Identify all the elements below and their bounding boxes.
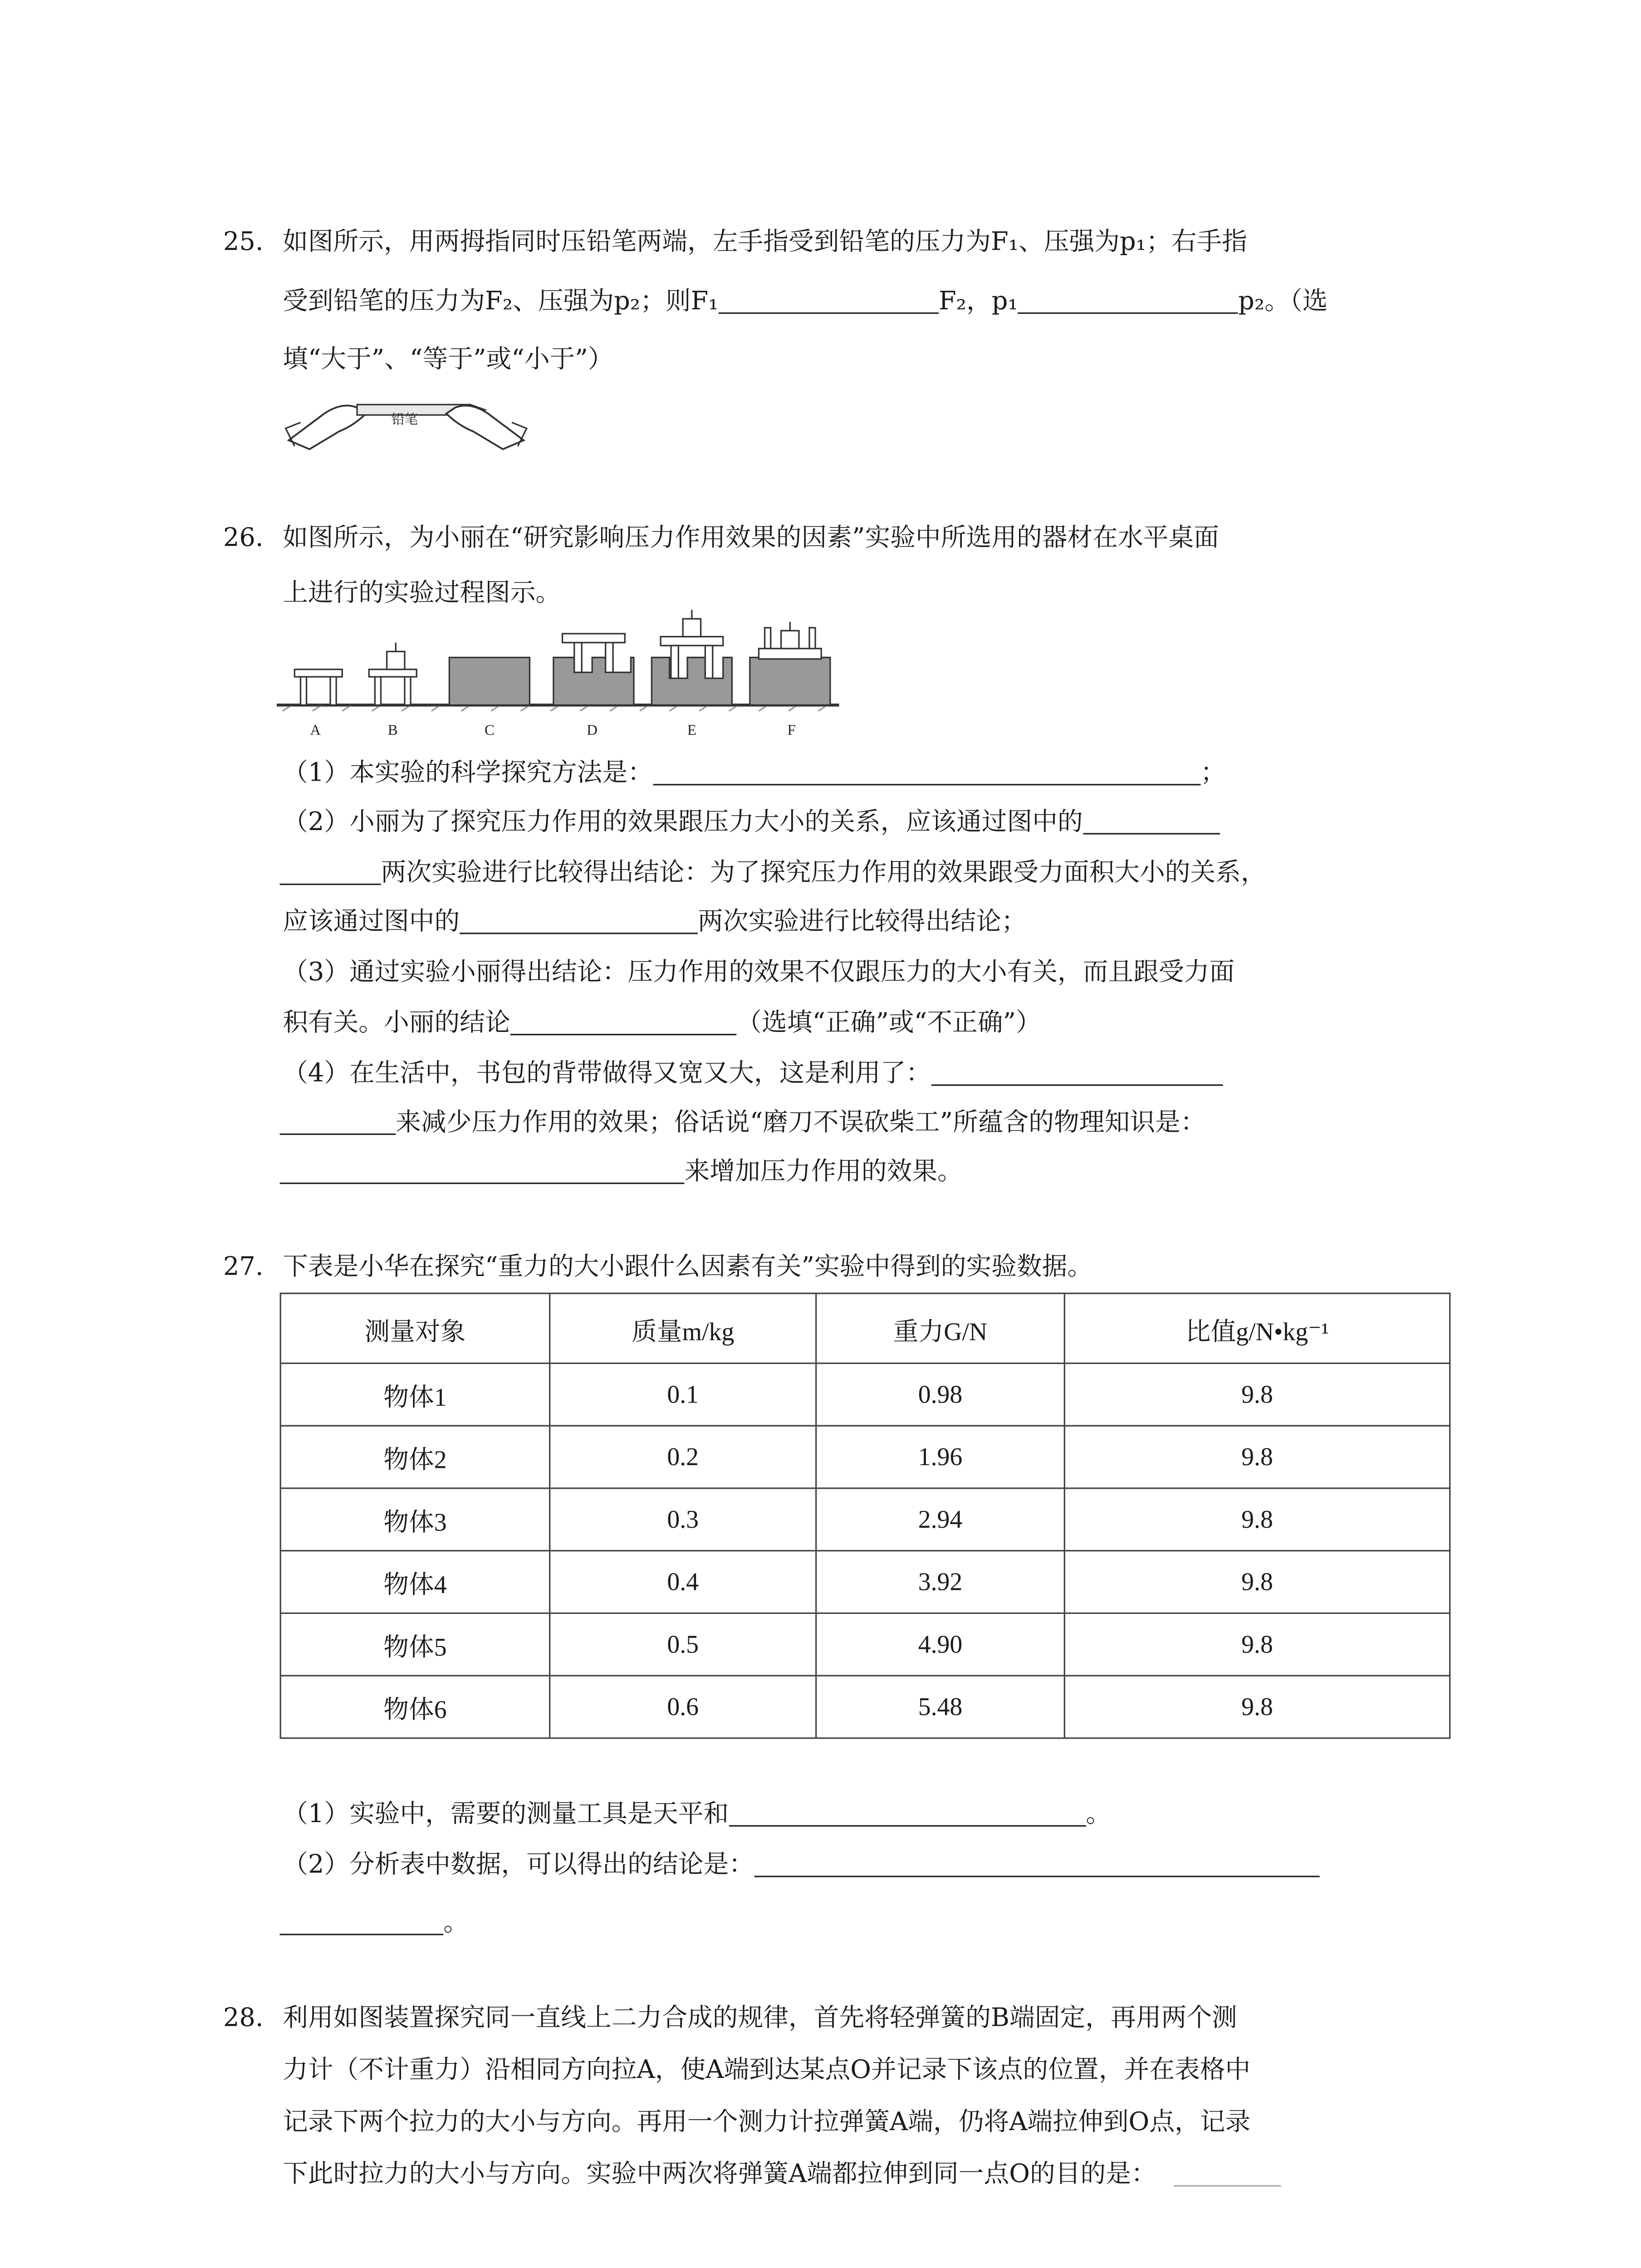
q28-line4 xyxy=(283,2158,1281,2191)
q25-number: 25. xyxy=(223,227,264,258)
table-cell: 0.98 xyxy=(816,1363,1065,1426)
table-cell: 物体4 xyxy=(280,1551,550,1613)
q25-line1: 如图所示，用两拇指同时压铅笔两端，左手指受到铅笔的压力为F₁、压强为p₁；右手指 xyxy=(283,227,1248,258)
table-header: 重力G/N xyxy=(816,1293,1065,1363)
table-row xyxy=(280,1363,1450,1426)
q26-sub4-line3 xyxy=(280,1156,963,1188)
table-cell: 1.96 xyxy=(816,1426,1065,1488)
figure-label-e: E xyxy=(687,722,696,738)
pencil-label: 铅笔 xyxy=(391,411,418,427)
table-cell: 0.4 xyxy=(550,1551,816,1613)
table-cell: 9.8 xyxy=(1064,1676,1450,1738)
q26-blank-bag-b[interactable] xyxy=(280,1107,396,1135)
table-cell: 9.8 xyxy=(1064,1488,1450,1551)
table-cell: 9.8 xyxy=(1064,1551,1450,1613)
q25-line2 xyxy=(283,286,1328,318)
table-row xyxy=(280,1426,1450,1488)
table-header-row xyxy=(280,1293,1450,1363)
q26-sub4-text-b: 来减少压力作用的效果；俗话说“磨刀不误砍柴工”所蕴含的物理知识是： xyxy=(396,1108,1206,1138)
q26-sub4-text-c: 来增加压力作用的效果。 xyxy=(684,1157,963,1187)
q26-sub1 xyxy=(283,757,1226,790)
table-cell: 物体5 xyxy=(280,1613,550,1676)
q28-line1: 利用如图装置探究同一直线上二力合成的规律，首先将轻弹簧的B端固定，再用两个测 xyxy=(283,2004,1237,2033)
table-cell: 4.90 xyxy=(816,1613,1065,1676)
q25-line2-part-b: F₂，p₁ xyxy=(938,287,1018,317)
table-cell: 0.1 xyxy=(550,1363,816,1426)
table-cell: 0.6 xyxy=(550,1676,816,1738)
q26-sub3-line1: （3）通过实验小丽得出结论：压力作用的效果不仅跟压力的大小有关，而且跟受力面 xyxy=(283,958,1235,988)
q26-blank-pressure-a[interactable] xyxy=(1083,806,1220,834)
q26-sub1-text: （1）本实验的科学探究方法是： xyxy=(283,758,653,789)
q25-blank-p[interactable] xyxy=(1018,286,1238,314)
q27-line1: 下表是小华在探究“重力的大小跟什么因素有关”实验中得到的实验数据。 xyxy=(283,1252,1093,1282)
q25-blank-f[interactable] xyxy=(719,286,939,314)
q27-blank-conclusion-a[interactable] xyxy=(754,1849,1319,1877)
q26-sub3-line2 xyxy=(283,1007,1041,1040)
q26-sub2-line1 xyxy=(283,806,1220,839)
q27-sub1-end: 。 xyxy=(1086,1799,1112,1830)
q26-number: 26. xyxy=(223,523,264,553)
table-cell: 0.2 xyxy=(550,1426,816,1488)
table-row xyxy=(280,1551,1450,1613)
table-cell: 物体1 xyxy=(280,1363,550,1426)
q26-sub2-line2 xyxy=(280,857,1266,890)
q27-sub1 xyxy=(283,1799,1111,1831)
q28-line3: 记录下两个拉力的大小与方向。再用一个测力计拉弹簧A端，仍将A端拉伸到O点，记录 xyxy=(283,2107,1251,2138)
table-cell: 5.48 xyxy=(816,1676,1065,1738)
table-row xyxy=(280,1488,1450,1551)
q25-line2-part-c: p₂。（选 xyxy=(1238,287,1328,317)
table-header: 测量对象 xyxy=(280,1293,550,1363)
q26-line1: 如图所示，为小丽在“研究影响压力作用效果的因素”实验中所选用的器材在水平桌面 xyxy=(283,523,1220,553)
q26-blank-bag-a[interactable] xyxy=(931,1058,1223,1086)
q26-sub2-text-b: 两次实验进行比较得出结论：为了探究压力作用的效果跟受力面积大小的关系， xyxy=(381,858,1266,888)
q27-sub2-end: 。 xyxy=(443,1908,469,1938)
q26-sub2-text-a: （2）小丽为了探究压力作用的效果跟压力大小的关系，应该通过图中的 xyxy=(283,807,1083,838)
pencil-hands-figure xyxy=(280,381,533,452)
q27-sub2-text: （2）分析表中数据，可以得出的结论是： xyxy=(283,1850,754,1881)
q27-sub2-line2 xyxy=(280,1907,469,1940)
q28-number: 28. xyxy=(223,2004,264,2033)
table-cell: 物体3 xyxy=(280,1488,550,1551)
figure-label-f: F xyxy=(787,722,796,738)
figure-label-c: C xyxy=(484,722,495,738)
table-cell: 2.94 xyxy=(816,1488,1065,1551)
gravity-data-table xyxy=(280,1293,1451,1739)
q26-sub3-text-b: 积有关。小丽的结论 xyxy=(283,1008,510,1038)
q26-sub3-text-c: （选填“正确”或“不正确”） xyxy=(736,1008,1041,1038)
q26-sub2-text-d: 两次实验进行比较得出结论； xyxy=(697,907,1027,937)
q26-sub2-line3 xyxy=(283,906,1027,938)
table-header: 质量m/kg xyxy=(550,1293,816,1363)
q25-line3: 填“大于”、“等于”或“小于”） xyxy=(283,345,613,375)
q27-sub2-line1 xyxy=(283,1849,1319,1882)
pressure-experiment-figure xyxy=(277,607,842,741)
q27-blank-tool[interactable] xyxy=(729,1799,1086,1827)
q26-blank-area[interactable] xyxy=(460,906,698,934)
q26-line2: 上进行的实验过程图示。 xyxy=(283,578,561,609)
table-row xyxy=(280,1613,1450,1676)
q26-sub1-end: ； xyxy=(1200,758,1226,789)
table-cell: 3.92 xyxy=(816,1551,1065,1613)
q26-sub4-line2 xyxy=(280,1107,1206,1139)
figure-label-a: A xyxy=(310,722,321,738)
q26-blank-knife[interactable] xyxy=(280,1156,685,1184)
table-cell: 物体2 xyxy=(280,1426,550,1488)
table-cell: 9.8 xyxy=(1064,1613,1450,1676)
table-header: 比值g/N•kg⁻¹ xyxy=(1064,1293,1450,1363)
figure-label-b: B xyxy=(387,722,398,738)
q26-sub4-text-a: （4）在生活中，书包的背带做得又宽又大，这是利用了： xyxy=(283,1059,931,1089)
figure-label-d: D xyxy=(587,722,598,738)
table-cell: 9.8 xyxy=(1064,1426,1450,1488)
q27-sub1-text: （1）实验中，需要的测量工具是天平和 xyxy=(283,1799,729,1830)
q28-line2: 力计（不计重力）沿相同方向拉A，使A端到达某点O并记录下该点的位置，并在表格中 xyxy=(283,2055,1251,2086)
q28-line4-text: 下此时拉力的大小与方向。实验中两次将弹簧A端都拉伸到同一点O的目的是： xyxy=(283,2160,1156,2190)
table-cell: 0.5 xyxy=(550,1613,816,1676)
q28-blank-purpose[interactable] xyxy=(1174,2158,1281,2186)
q27-blank-conclusion-b[interactable] xyxy=(280,1907,444,1935)
q26-sub2-text-c: 应该通过图中的 xyxy=(283,907,460,937)
q26-sub4-line1 xyxy=(283,1058,1223,1090)
table-cell: 0.3 xyxy=(550,1488,816,1551)
q26-blank-pressure-b[interactable] xyxy=(280,857,381,885)
q26-blank-correct[interactable] xyxy=(510,1007,736,1035)
q27-number: 27. xyxy=(223,1252,264,1282)
table-cell: 9.8 xyxy=(1064,1363,1450,1426)
q25-line2-part-a: 受到铅笔的压力为F₂、压强为p₂；则F₁ xyxy=(283,287,719,317)
table-cell: 物体6 xyxy=(280,1676,550,1738)
q26-blank-method[interactable] xyxy=(653,757,1200,785)
table-row xyxy=(280,1676,1450,1738)
